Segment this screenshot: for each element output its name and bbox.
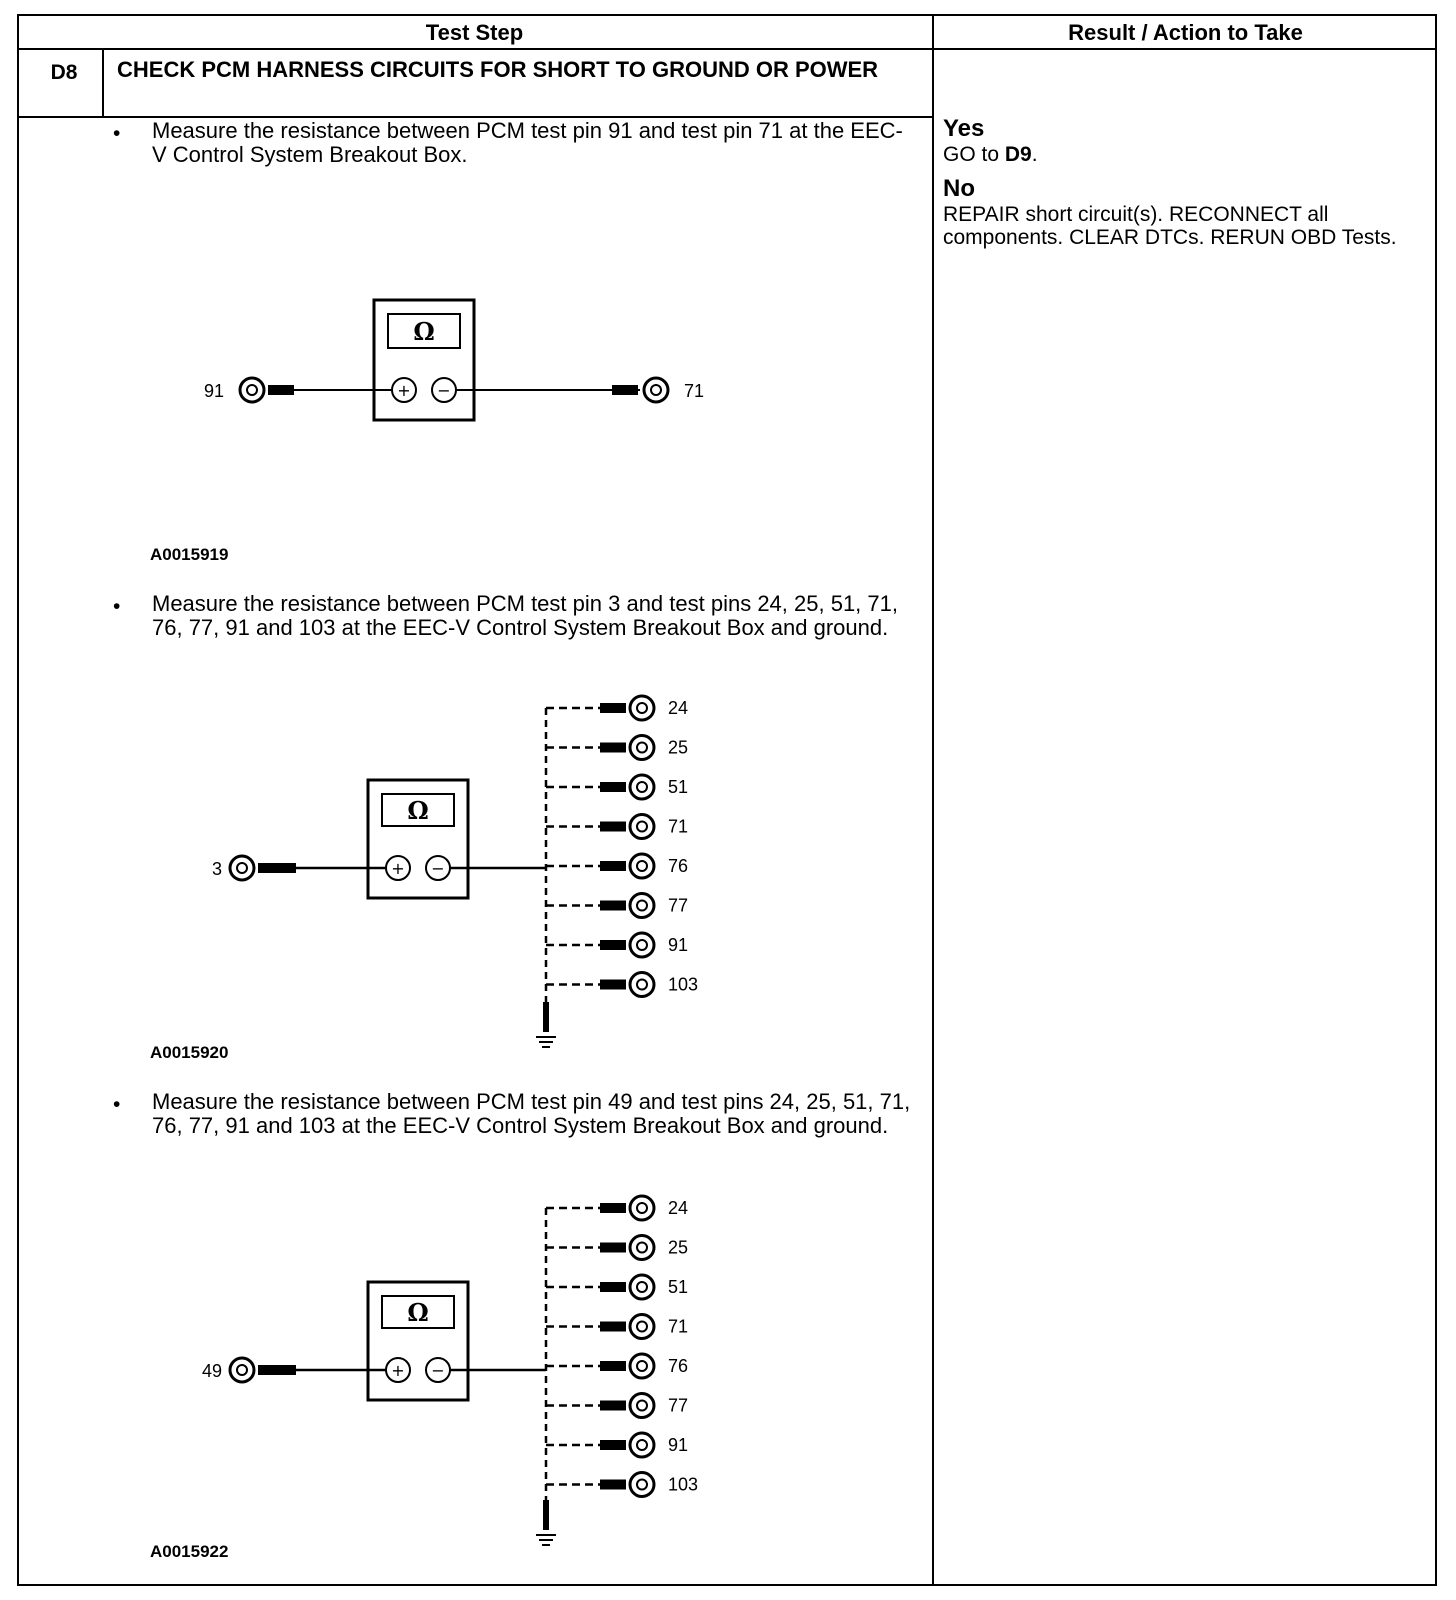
probe bbox=[600, 1480, 626, 1490]
figure-id-1: A0015919 bbox=[150, 545, 229, 564]
test-pin-label: 25 bbox=[668, 1237, 689, 1258]
test-pin-label: 3 bbox=[211, 859, 222, 879]
test-pin-jack-inner bbox=[637, 1480, 647, 1490]
test-pin-label: 77 bbox=[668, 895, 689, 916]
probe bbox=[600, 743, 626, 753]
probe bbox=[258, 1365, 296, 1375]
result-yes-label: Yes bbox=[943, 115, 985, 142]
probe bbox=[268, 385, 294, 395]
test-pin-jack-inner bbox=[637, 1243, 647, 1253]
test-pin-label: 51 bbox=[668, 777, 689, 797]
ohm-symbol: Ω bbox=[407, 796, 429, 825]
test-pin-jack bbox=[230, 1358, 254, 1382]
test-pin-label: 103 bbox=[668, 1474, 699, 1495]
test-pin-label: 76 bbox=[668, 856, 689, 876]
plus-sign: + bbox=[391, 1361, 405, 1380]
test-pin-label: 76 bbox=[668, 1356, 689, 1376]
test-pin-jack-inner bbox=[637, 822, 647, 832]
test-pin-jack-inner bbox=[637, 703, 647, 713]
test-pin-jack-inner bbox=[637, 782, 647, 792]
test-pin-label: 71 bbox=[668, 816, 689, 837]
bullet-text-3: Measure the resistance between PCM test pin 49 and test pins 24, 25, 51, 71, 76, 77, 91 and 103 at the EEC-V Control System Breakout Box and ground. bbox=[152, 1089, 911, 1138]
test-pin-jack-inner bbox=[637, 1440, 647, 1450]
result-no-label: No bbox=[943, 175, 975, 202]
plus-sign: + bbox=[391, 859, 405, 878]
test-pin-jack bbox=[230, 856, 254, 880]
test-pin-jack-inner bbox=[637, 1401, 647, 1411]
test-pin-label: 77 bbox=[668, 1395, 689, 1416]
result-yes-target: D9 bbox=[1004, 143, 1032, 166]
test-pin-label: 91 bbox=[203, 381, 224, 401]
probe bbox=[600, 901, 626, 911]
probe bbox=[600, 1322, 626, 1332]
test-pin-label: 71 bbox=[668, 1316, 689, 1337]
header-result-action: Result / Action to Take bbox=[1068, 20, 1303, 45]
probe bbox=[600, 861, 626, 871]
test-pin-jack-inner bbox=[637, 1203, 647, 1213]
test-pin-label: 24 bbox=[668, 1198, 689, 1218]
step-title: CHECK PCM HARNESS CIRCUITS FOR SHORT TO GROUND OR POWER bbox=[117, 57, 879, 82]
test-pin-fanout bbox=[546, 696, 698, 997]
ohm-symbol: Ω bbox=[413, 317, 435, 346]
probe bbox=[600, 1203, 626, 1213]
test-pin-label: 91 bbox=[668, 935, 689, 955]
test-pin-label: 49 bbox=[201, 1361, 222, 1381]
header-test-step: Test Step bbox=[425, 20, 524, 45]
test-pin-label: 24 bbox=[668, 698, 689, 718]
result-no-text: REPAIR short circuit(s). RECONNECT all components. CLEAR DTCs. RERUN OBD Tests. bbox=[943, 203, 1397, 249]
test-pin-label: 91 bbox=[668, 1435, 689, 1455]
plus-sign: + bbox=[397, 381, 411, 400]
probe bbox=[600, 1401, 626, 1411]
probe bbox=[600, 980, 626, 990]
test-pin-jack-inner bbox=[637, 980, 647, 990]
bullet-text-2: Measure the resistance between PCM test pin 3 and test pins 24, 25, 51, 71, 76, 77, 91 and 103 at the EEC-V Control System Breakout Box and ground. bbox=[152, 591, 898, 640]
probe bbox=[258, 863, 296, 873]
bullet-mark: • bbox=[113, 122, 121, 145]
minus-sign: − bbox=[431, 859, 445, 878]
diagram-2 bbox=[212, 696, 698, 1047]
test-pin-jack-inner bbox=[637, 1282, 647, 1292]
probe bbox=[600, 940, 626, 950]
ohm-symbol: Ω bbox=[407, 1298, 429, 1327]
test-pin-jack-inner bbox=[637, 1322, 647, 1332]
test-pin-jack-inner bbox=[637, 743, 647, 753]
minus-sign: − bbox=[437, 381, 451, 400]
probe bbox=[600, 1440, 626, 1450]
test-pin-label: 25 bbox=[668, 737, 689, 758]
diagram-1 bbox=[204, 300, 704, 420]
minus-sign: − bbox=[431, 1361, 445, 1380]
figure-id-2: A0015920 bbox=[150, 1043, 229, 1062]
test-pin-jack bbox=[644, 378, 668, 402]
test-pin-jack bbox=[240, 378, 264, 402]
bullet-mark: • bbox=[113, 1093, 121, 1116]
probe bbox=[612, 385, 638, 395]
probe bbox=[600, 1243, 626, 1253]
test-pin-fanout bbox=[546, 1196, 698, 1497]
diagram-3 bbox=[202, 1196, 698, 1545]
test-pin-label: 103 bbox=[668, 974, 699, 995]
probe bbox=[600, 1282, 626, 1292]
bullet-mark: • bbox=[113, 595, 121, 618]
figure-id-3: A0015922 bbox=[150, 1542, 229, 1561]
probe bbox=[600, 703, 626, 713]
test-pin-jack-inner bbox=[637, 861, 647, 871]
probe bbox=[600, 822, 626, 832]
probe bbox=[600, 782, 626, 792]
test-pin-jack-inner bbox=[637, 940, 647, 950]
test-pin-jack-inner bbox=[637, 901, 647, 911]
result-yes-text: GO to D9. bbox=[943, 143, 1038, 166]
probe bbox=[600, 1361, 626, 1371]
test-pin-label: 71 bbox=[684, 381, 705, 401]
step-id: D8 bbox=[50, 61, 78, 84]
test-pin-label: 51 bbox=[668, 1277, 689, 1297]
test-pin-jack-inner bbox=[637, 1361, 647, 1371]
bullet-text-1: Measure the resistance between PCM test pin 91 and test pin 71 at the EEC-V Control System Breakout Box. bbox=[152, 118, 903, 167]
